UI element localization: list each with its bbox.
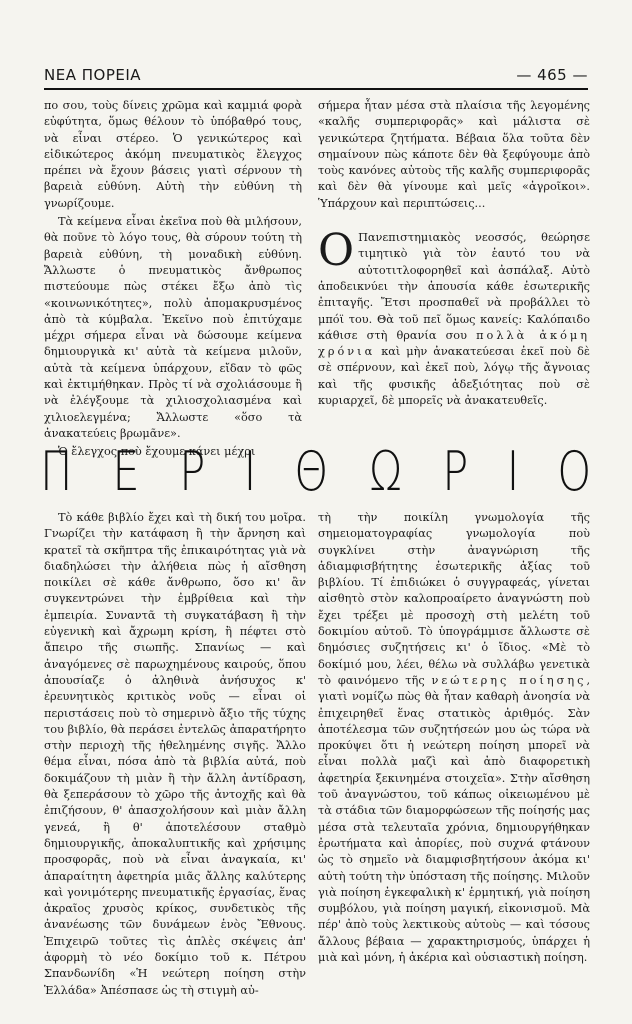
text-run: τὴ τὴν ποικίλη γνωμολογία τῆς σημειοματογραφίας γνωμολογία ποὺ συγκλίνει στὴν ἀναγνώριση τῆς ἀδιαμφισβήτητης ἐσωτερικῆς ἀξίας τοῦ βιβλίου. Τί ἐπιδιώκει ὁ συγγραφεάς, γίνεται αἰσθητὸ στὸν καλοπροαίρετο ἀναγνώστη ποὺ ἔχει τρέξει μὲ προσοχὴ στὴ μελέτη τοῦ δοκιμίου αὐτοῦ. Τὸ ὑπογράμμισε ἄλλωστε σὲ δημόσιες συζητήσεις κι' ὁ ἴδιος. «Μὲ τὸ δοκίμιό μου, λέει, θέλω νὰ συλλάβω γενετικὰ τὸ φαινόμενο τῆς (318, 511, 590, 687)
paragraph-with-drop-cap (318, 225, 590, 409)
title-letter: Ε (112, 439, 141, 503)
text-run: , γιατὶ νομίζω πὼς θὰ ἦταν καθαρὴ ἀνοησία νὰ ἐπιχειρηθεῖ ἕνας στατικὸς ἀριθμός. Σὰν ἀποτέλεσμα τῶν συζητήσεών μου ὡς τώρα νὰ προκύψει ὅτι ἡ νεώτερη ποίηση μπορεῖ νὰ εἶναι πολλὰ μαζὶ καὶ ἀπὸ διαφορετικὴ ἀφετηρία ξεκινημένα στοιχεῖα». Στὴν αἴσθηση τοῦ ἀναγνώστου, τοῦ κάπως οἰκειωμένου μὲ τὰ στάδια τῶν διαμορφώσεων τῆς ποίησής μας μέσα στὰ τελευταῖα χρόνια, δημιουργήθηκαν ἐρωτήματα καὶ ἀπορίες, ποὺ συχνά φτάνουν ὡς τὸ σημεῖο νὰ διαμφισβητήσουν ἀκόμα κι' αὐτὴ τούτη τὴν ὑπόσταση τῆς ποίησης. Μιλοῦν γιὰ ποίηση ἐγκεφαλικὴ κ' ἑρμητική, γιὰ ποίηση συμβόλου, γιὰ ποίηση μαγική, εἰκονισμοῦ. Μὰ πέρ' ἀπὸ τοὺς λεκτικοὺς αὐτοὺς — καὶ τόσους ἄλλους βέβαια — χαρακτηρισμούς, ὑπάρχει ἡ μιὰ καὶ μόνη, ἡ ἀκέρια καὶ οὐσιαστικὴ ποίηση. (318, 673, 591, 965)
section-title (36, 436, 596, 506)
paragraph: σήμερα ἦταν μέσα στὰ πλαίσια τῆς λεγομένης «καλῆς συμπεριφορᾶς» καὶ μάλιστα σὲ γενικώτερα ζητήματα. Βέβαια ὅλα τοῦτα δὲν σημαίνουν πὼς κάποτε δὲν θὰ ξεφύγουμε ἀπὸ τοὺς κανόνες αὐτοὺς τῆς καλῆς συμπεριφορᾶς καὶ δὲν θὰ γίνουμε καὶ μεῖς «ἀγροῖκοι». Ὑπάρχουν καὶ περιπτώσεις... (318, 99, 590, 210)
spaced-emphasis: πολλὰ ἀκόμη χρόνια (318, 328, 590, 359)
spaced-emphasis: νεώτερης ποίησης (431, 673, 587, 687)
header-rule (44, 88, 588, 90)
text-run: καὶ μὴν ἀνακατεύεσαι ἐκεῖ ποὺ δὲ σὲ σπέρνουν, καὶ ἐκεῖ ποὺ, λόγῳ τῆς ἄγνοιας καὶ τῆς φυσικῆς ἀδεξιότητας ποὺ σὲ κυριαρχεῖ, δὲ μπορεῖς νὰ ἀνακατευθεῖς. (318, 345, 590, 408)
column-bottom-right (318, 510, 590, 970)
column-top-right (318, 98, 590, 408)
page-header (44, 64, 588, 84)
paragraph (318, 510, 590, 966)
title-letter: Ι (243, 439, 256, 503)
journal-title: ΝΕΑ ΠΟΡΕΙΑ (44, 66, 142, 84)
title-letter: Ρ (179, 439, 206, 503)
paragraph: Τὸ κάθε βιβλίο ἔχει καὶ τὴ δική του μοῖρα. Γνωρίζει τὴν κατάφαση ἢ τὴν ἄρνηση καὶ κρατεῖ τὰ σκῆπτρα τῆς ἐπικαιρότητας γιὰ νὰ διαδηλώσει τὴν ἀλήθεια πὼς ἡ αἴσθηση ποικίλει σὲ κάθε ἄνθρωπο, ὅσο κι' ἂν συγκεντρώνει τὴν ἐμβρίθεια καὶ τὴν ἐμπειρία. Συναντᾶ τὴ συγκατάβαση ἢ τὴν εὐγενικὴ καὶ ἄχρωμη κρίση, ἢ πέφτει στὸ ἄπειρο τῆς σιωπῆς. Σπανίως — καὶ ἀναγόμενες σὲ παρωχημένους καιρούς, ὅπου ἀπουσίαζε ὁ ἀληθινὰ ἀνήσυχος κ' ἐρευνητικὸς κριτικὸς νοῦς — εἶναι οἱ περιστάσεις ποὺ τὸ σημερινὸ ἄξιο τῆς τύχης του βιβλίο, θὰ περάσει ἐντελῶς ἀπαρατήρητο στὴν περιοχὴ τῆς ἠθελημένης σιγῆς. Ἄλλο θέμα εἶναι, πόσα ἀπὸ τὰ βιβλία αὐτά, ποὺ δοκιμάζουν τὴ μιὰν ἢ τὴν ἄλλη ἀντίδραση, θὰ ξεπεράσουν τὸ χῶρο τῆς ἀντοχῆς καὶ θὰ ἐπιζήσουν, θ' ἀπασχολήσουν καὶ μιὰν ἄλλη γενεά, ἢ θ' ἀποτελέσουν σταθμὸ δημιουργικῆς, ἀποκαλυπτικῆς καὶ χρήσιμης προσφορᾶς, ποὺ νὰ εἶναι ἀναγκαία, κι' ἀπαραίτητη ἀφετηρία μιᾶς ἄλλης καλύτερης καὶ γονιμότερης πνευματικῆς ἐργασίας, ἕνας ἀκραῖος χρυσὸς κρίκος, συνδετικὸς τῆς ἀνανέωσης τῶν δυνάμεων ἑνὸς Ἔθνους. Ἐπιχειρῶ τοῦτες τὶς ἁπλὲς σκέψεις ἀπ' ἀφορμὴ τὸ νέο δοκίμιο τοῦ κ. Πέτρου Σπανδωνίδη «Ἡ νεώτερη ποίηση στὴν Ἑλλάδα» Ἀπέσπασε ὡς τὴ στιγμὴ αὐ- (44, 511, 306, 997)
title-letter: Π (40, 439, 73, 503)
title-letter: Ι (506, 439, 520, 503)
column-bottom-left (44, 510, 306, 997)
title-letter: Θ (294, 439, 329, 503)
paragraph: Ὁ ἔλεγχος ποὺ ἔχουμε κάνει μέχρι (58, 445, 256, 459)
page-number: — 465 — (516, 66, 588, 84)
title-letter: Ω (369, 439, 403, 503)
title-letter: Ο (557, 439, 592, 503)
text-run: Πανεπιστημιακὸς νεοσσός, θεώρησε τιμητικὸ γιὰ τὸν ἑαυτό του νὰ αὐτοτιτλοφορηθεῖ καὶ ἀσπάλαξ. Αὐτὸ ἀποδεικνύει τὴν ἀπουσία κάθε ἐσωτερικῆς ἐπιταγῆς. Ἔτσι προσπαθεῖ νὰ προβάλλει τὸ μπόϊ του. Θὰ τοῦ πεῖ ὅμως κανείς: Καλόπαιδο κάθισε στὴ θρανία σου (318, 231, 590, 342)
paragraph: Τὰ κείμενα εἶναι ἐκεῖνα ποὺ θὰ μιλήσουν, θὰ ποῦνε τὸ λόγο τους, θὰ σύρουν τούτη τὴ βαρειὰ εὐθύνη, τὴ μοναδικὴ εὐθύνη. Ἄλλωστε ὁ πνευματικὸς ἄνθρωπος πιστεύουμε πὼς στέκει ἔξω ἀπὸ τὶς «κοινωνικότητες», πολὺ ἀπομακρυσμένος ἀπὸ τὰ κύμβαλα. Ἐκεῖνο ποὺ ἐπιτύχαμε μέχρι σήμερα εἶναι νὰ δώσουμε κείμενα δημιουργικὰ κι' αὐτὰ τὰ κείμενα μιλοῦν, αὐτὰ τὰ κείμενα ὑπάρχουν, εἴδαν τὸ φῶς καὶ ἐκτιμήθηκαν. Πρὸς τί νὰ σχολιάσουμε ἢ νὰ ἐλέγξουμε τὰ χιλιοσχολιασμένα καὶ χιλιοελεγμένα; Ἄλλωστε «ὅσο τὰ ἀνακατεύεις βρωμᾶνε». (44, 215, 302, 440)
title-letter: Ρ (442, 439, 469, 503)
drop-cap: Ο (318, 225, 355, 277)
column-top-left (44, 98, 302, 459)
paragraph: πο σου, τοὺς δίνεις χρῶμα καὶ καμμιά φορὰ εὐφύτητα, ὅμως θέλουν τὸ ὑπόβαθρό τους, νὰ εἶναι στέρεο. Ὁ γενικώτερος καὶ εἰδικώτερος ἀκόμη πνευματικὸς ἔλεγχος πρέπει νὰ ἔχουν βάσεις γιατὶ σέρνουν τὴ βαρειὰ εὐθύνη. Αὐτὴ τὴν εὐθύνη τὴ γνωρίζουμε. (44, 99, 302, 210)
